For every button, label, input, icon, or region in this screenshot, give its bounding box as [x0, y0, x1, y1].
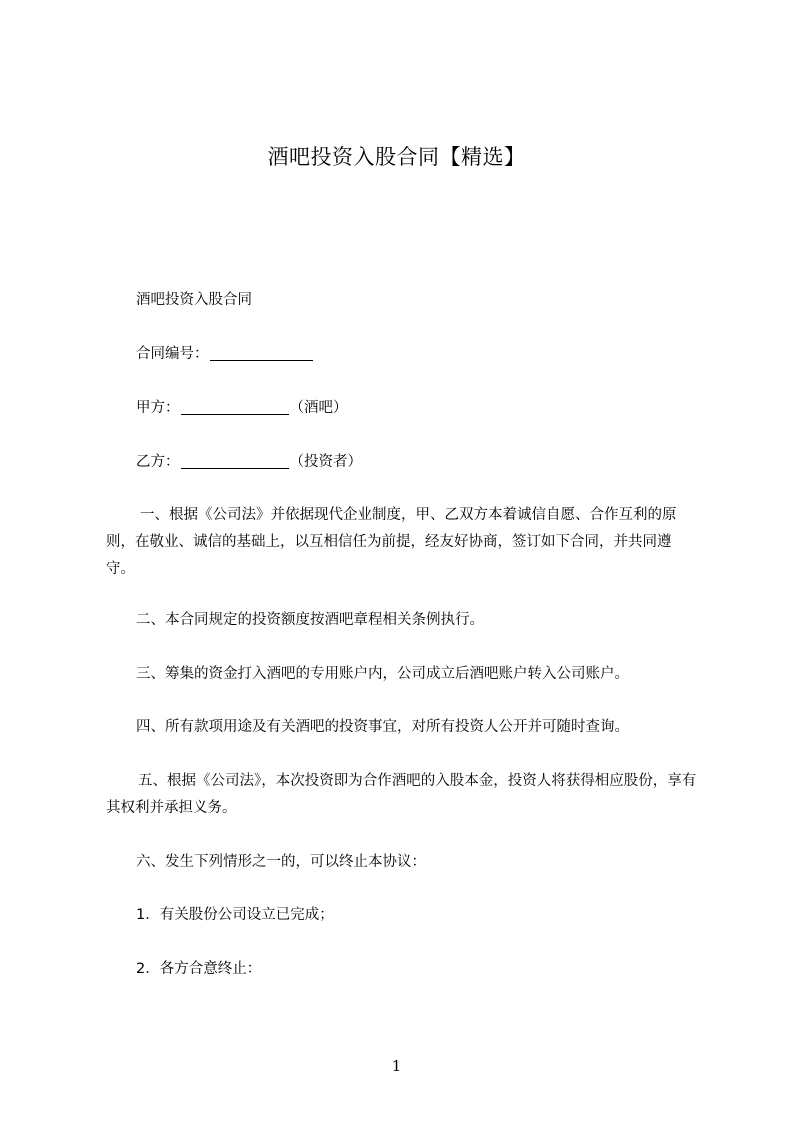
party-b-blank — [181, 452, 289, 469]
clause-4: 四、所有款项用途及有关酒吧的投资事宜，对所有投资人公开并可随时查询。 — [136, 719, 629, 735]
party-a-blank — [181, 398, 289, 415]
contract-number-blank — [210, 344, 313, 361]
clause-5: 五、根据《公司法》，本次投资即为合作酒吧的入股本金，投资人将获得相应股份，享有其权利并承担义务。 — [106, 773, 697, 816]
list-item-1: 1．有关股份公司设立已完成； — [136, 907, 334, 923]
page-number: 1 — [391, 1057, 402, 1075]
party-a-suffix: （酒吧） — [289, 400, 348, 416]
list-item-2: 2．各方合意终止： — [136, 961, 262, 977]
party-a-line — [136, 395, 348, 422]
clause-3: 三、筹集的资金打入酒吧的专用账户内，公司成立后酒吧账户转入公司账户。 — [136, 666, 629, 682]
party-b-label: 乙方： — [136, 454, 180, 470]
party-b-line — [136, 449, 362, 476]
clause-1: 一、根据《公司法》并依据现代企业制度，甲、乙双方本着诚信自愿、合作互利的原则，在敬业、诚信的基础上，以互相信任为前提，经友好协商，签订如下合同，并共同遵守。 — [106, 507, 677, 577]
clause-6: 六、发生下列情形之一的，可以终止本协议： — [136, 854, 426, 870]
party-b-suffix: （投资者） — [289, 454, 362, 470]
party-a-label: 甲方： — [136, 400, 180, 416]
contract-number-label: 合同编号： — [136, 346, 209, 362]
contract-subtitle: 酒吧投资入股合同 — [136, 292, 252, 308]
clause-2: 二、本合同规定的投资额度按酒吧章程相关条例执行。 — [136, 612, 484, 628]
contract-number-line — [136, 341, 314, 368]
document-title: 酒吧投资入股合同【精选】 — [267, 145, 526, 169]
